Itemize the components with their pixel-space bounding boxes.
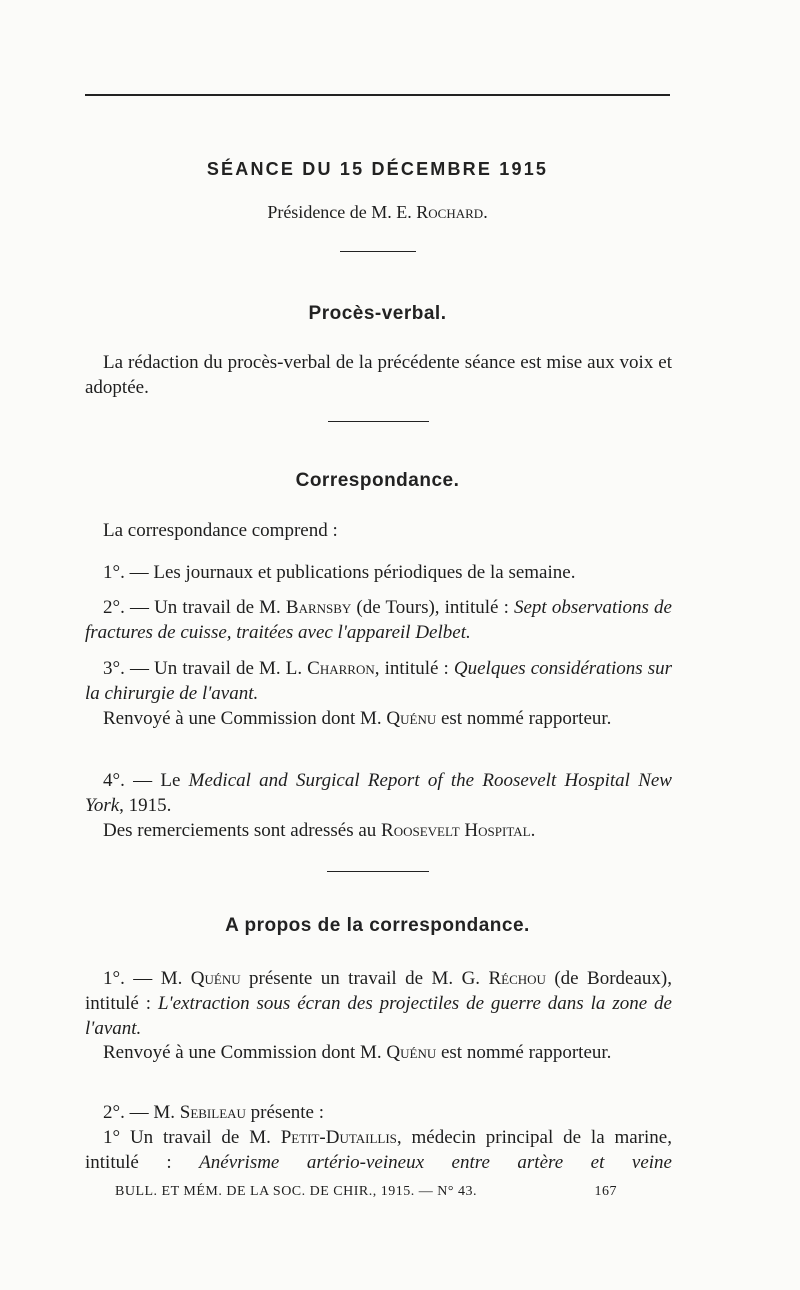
rapporteur-name: Quénu <box>386 1042 437 1063</box>
correspondance-item-1: 1°. — Les journaux et publications périodiques de la semaine. <box>103 562 576 583</box>
page-number: 167 <box>594 1184 617 1199</box>
author-name: Barnsby <box>285 597 352 618</box>
correspondance-item-3: 3°. — Un travail de M. L. Charron, intitulé : Quelques considérations sur la chirurgie de l'avant. <box>85 658 673 704</box>
correspondance-intro: La correspondance comprend : <box>103 520 338 541</box>
correspondance-item-2: 2°. — Un travail de M. Barnsby (de Tours), intitulé : Sept observations de fractures de cuisse, traitées avec l'appareil Delbet. <box>85 597 672 643</box>
institution-name: Roosevelt Hospital <box>381 820 531 841</box>
correspondance-item-4-remerciements: Des remerciements sont adressés au Roosevelt Hospital. <box>103 820 536 841</box>
presenter-name: Quénu <box>190 968 241 989</box>
correspondance-item-4: 4°. — Le Medical and Surgical Report of the Roosevelt Hospital New York, 1915. <box>85 770 672 816</box>
correspondance-item-3-renvoi: Renvoyé à une Commission dont M. Quénu est nommé rapporteur. <box>103 708 612 729</box>
work-title: L'extraction sous écran des projectiles de guerre dans la zone de l'avant. <box>85 993 672 1039</box>
author-name: Charron <box>307 658 375 679</box>
top-rule <box>85 94 670 96</box>
a-propos-heading: A propos de la correspondance. <box>225 915 530 936</box>
work-title: Medical and Surgical Report of the Roosevelt Hospital New York <box>85 770 672 816</box>
a-propos-item-2: 2°. — M. Sebileau présente : <box>103 1102 324 1123</box>
separator-rule <box>328 421 429 422</box>
footer-reference: BULL. ET MÉM. DE LA SOC. DE CHIR., 1915. — N° 43. <box>115 1184 477 1199</box>
separator-rule <box>327 871 429 872</box>
seance-title: SÉANCE DU 15 DÉCEMBRE 1915 <box>206 159 549 179</box>
president-name: Rochard <box>416 202 484 222</box>
author-name: Petit-Dutaillis <box>280 1127 397 1148</box>
separator-rule <box>340 251 416 252</box>
a-propos-item-2-sub-1: 1° Un travail de M. Petit-Dutaillis, médecin principal de la marine, intitulé : Anévrisme artério-veineux entre artère et veine <box>85 1127 672 1173</box>
correspondance-heading: Correspondance. <box>295 470 460 491</box>
presenter-name: Sebileau <box>179 1102 246 1123</box>
proces-verbal-heading: Procès-verbal. <box>308 303 447 324</box>
rapporteur-name: Quénu <box>386 708 437 729</box>
a-propos-item-1: 1°. — M. Quénu présente un travail de M. G. Réchou (de Bordeaux), intitulé : L'extraction sous écran des projectiles de guerre dans la zone de l'avant. <box>85 968 672 1039</box>
author-name: Réchou <box>488 968 546 989</box>
work-title: Anévrisme artério-veineux entre artère et veine <box>199 1152 672 1173</box>
page-footer <box>115 1184 615 1200</box>
presidence-line: Présidence de M. E. Rochard. <box>267 202 488 222</box>
a-propos-item-1-renvoi: Renvoyé à une Commission dont M. Quénu est nommé rapporteur. <box>103 1042 612 1063</box>
work-title: Quelques considérations sur la chirurgie de l'avant. <box>85 658 673 704</box>
proces-verbal-text: La rédaction du procès-verbal de la précédente séance est mise aux voix et adoptée. <box>85 352 672 398</box>
work-title: Sept observations de fractures de cuisse, traitées avec l'appareil Delbet. <box>85 597 672 643</box>
